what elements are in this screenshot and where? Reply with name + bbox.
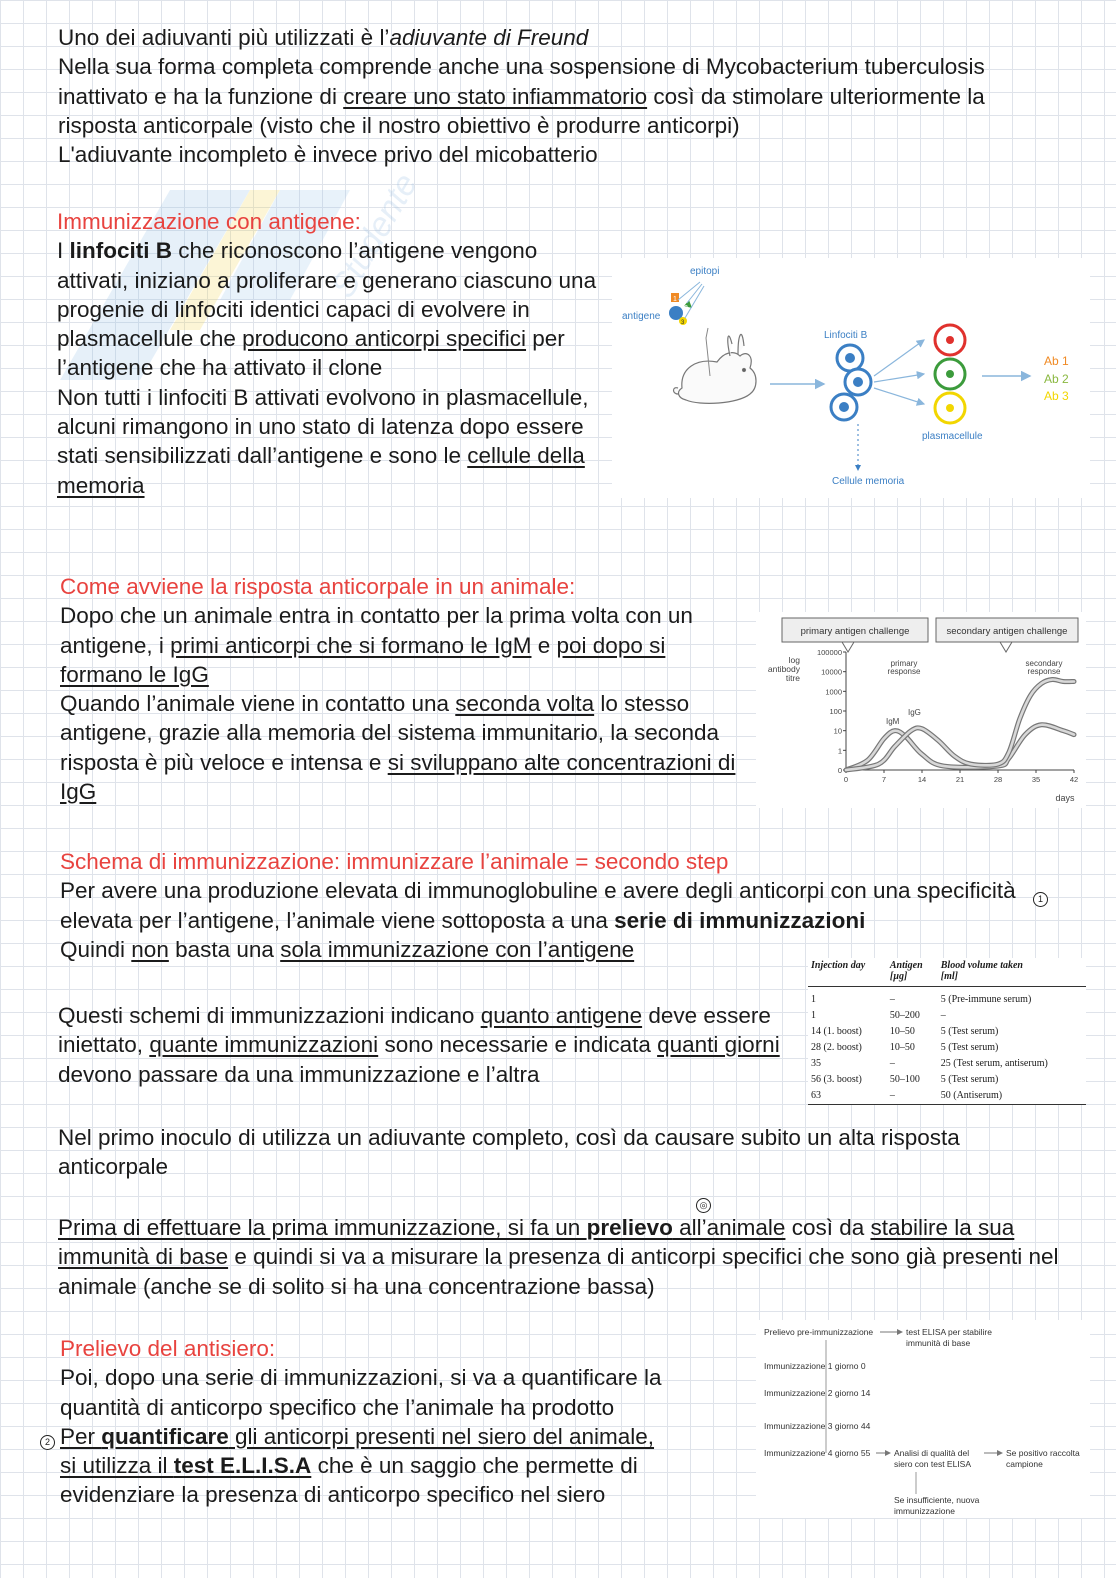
b-lymphocytes-label: Linfociti B xyxy=(824,330,868,341)
immunization-schedule-section xyxy=(60,847,1070,964)
flow-immunization-1: Immunizzazione 1 giorno 0 xyxy=(764,1361,866,1371)
x-tick-label: 21 xyxy=(955,775,965,784)
flow-quality-analysis-2: siero con test ELISA xyxy=(894,1459,972,1469)
freund-description: Nella sua forma completa comprende anche una sospensione di Mycobacterium tuberculosis inattivato e ha la funzione di creare uno stato infiammatorio così da stimolare ulteriormente la risposta anticorpale (visto che il nostro obiettivo è produrre anticorpi) xyxy=(58,54,985,138)
circled-number-1: 1 xyxy=(1033,892,1048,907)
flow-immunization-2: Immunizzazione 2 giorno 14 xyxy=(764,1388,871,1398)
series-paragraph: Per avere una produzione elevata di immunoglobuline e avere degli anticorpi con una specificità elevata per l’antigene, l’animale viene sottoposta a una serie di immunizzazioni xyxy=(60,878,1016,933)
circled-dot-marker: ◎ xyxy=(696,1198,711,1213)
elisa-paragraph: Per quantificare gli anticorpi presenti nel siero del animale, si utilizza il test E.L.I.S.A che è un saggio che permette di evidenziare la presenza di anticorpo specifico nel siero xyxy=(60,1423,655,1508)
flow-immunization-3: Immunizzazione 3 giorno 44 xyxy=(764,1421,871,1431)
y-axis-label-1: log xyxy=(788,655,800,665)
y-tick-label: 1000 xyxy=(825,687,842,697)
quantify-paragraph: Poi, dopo una serie di immunizzazioni, si va a quantificare la quantità di anticorpo specifico che l’animale ha prodotto xyxy=(60,1365,662,1420)
y-tick-label: 100000 xyxy=(816,648,842,657)
y-axis-label-3: titre xyxy=(785,673,800,683)
b-cell-diagram xyxy=(612,258,1090,498)
x-axis-label: days xyxy=(1055,793,1075,803)
secondary-challenge-label: secondary antigen challenge xyxy=(946,626,1068,637)
flow-insufficient-2: immunizzazione xyxy=(894,1506,955,1516)
table-row: 28 (2. boost) 10–50 5 (Test serum) xyxy=(811,1042,999,1053)
table-row: 63 – 50 (Antiserum) xyxy=(811,1090,1003,1101)
circled-number-2: 2 xyxy=(40,1435,55,1450)
y-tick-label: 0 xyxy=(837,766,842,775)
ab2-label: Ab 2 xyxy=(1044,372,1069,386)
x-tick-label: 14 xyxy=(917,775,927,784)
schedule-explanation: Questi schemi di immunizzazioni indicano quanto antigene deve essere iniettato, quante immunizzazioni sono necessarie e indicata quanti giorni devono passare da una immunizzazione e l’altra xyxy=(58,1003,780,1087)
immunization-schedule-table xyxy=(808,958,1086,1105)
epitopes-label: epitopi xyxy=(690,266,720,277)
sampling-flow-diagram xyxy=(756,1320,1090,1518)
table-row: 56 (3. boost) 50–100 5 (Test serum) xyxy=(811,1074,999,1085)
x-tick-label: 42 xyxy=(1069,775,1079,784)
b-lymphocyte-cells xyxy=(831,345,871,420)
antigen-label: antigene xyxy=(622,311,661,322)
y-tick-label: 100 xyxy=(829,707,842,716)
plasma-cells-label: plasmacellule xyxy=(922,431,983,442)
memory-cells-label: Cellule memoria xyxy=(832,476,905,487)
flow-immunization-4: Immunizzazione 4 giorno 55 xyxy=(764,1448,871,1458)
x-tick-label: 28 xyxy=(993,775,1003,784)
table-row: 35 – 25 (Test serum, antiserum) xyxy=(811,1058,1048,1069)
first-inoculum-paragraph: Nel primo inoculo di utilizza un adiuvante completo, così da causare subito un alta risposta anticorpale xyxy=(58,1125,960,1180)
flow-insufficient-1: Se insufficiente, nuova xyxy=(894,1495,980,1505)
table-row: 1 – 5 (Pre-immune serum) xyxy=(811,994,1032,1005)
flow-elisa-baseline-2: immunità di base xyxy=(906,1338,971,1348)
flow-positive-1: Se positivo raccolta xyxy=(1006,1448,1080,1458)
ab1-label: Ab 1 xyxy=(1044,354,1069,368)
rabbit-drawing xyxy=(674,334,757,403)
memory-cell-paragraph: Non tutti i linfociti B attivati evolvono in plasmacellule, alcuni rimangono in uno stato di latenza dopo essere stati sensibilizzati dall’antigene e sono le cellule della memoria xyxy=(57,384,589,498)
igm-label: IgM xyxy=(886,717,900,726)
ab3-label: Ab 3 xyxy=(1044,389,1069,403)
y-tick-label: 10 xyxy=(833,726,842,736)
plasma-cells xyxy=(935,325,965,423)
freund-intro: Uno dei adiuvanti più utilizzati è l’adiuvante di Freund xyxy=(58,25,589,50)
section-title: Immunizzazione con antigene: xyxy=(57,209,361,234)
svg-text:1: 1 xyxy=(673,296,677,303)
secondary-challenge-pointer xyxy=(1000,642,1012,652)
freund-adjuvant-section xyxy=(58,23,1068,169)
first-contact-paragraph: Dopo che un animale entra in contatto per la prima volta con un antigene, i primi anticorpi che si formano le IgM e poi dopo si formano le IgG xyxy=(60,603,693,687)
flow-pre-immunization: Prelievo pre-immunizzazione xyxy=(764,1327,874,1337)
y-axis-label-2: antibody xyxy=(767,664,800,674)
secondary-response-label-1: secondary xyxy=(1025,659,1063,668)
secondary-response-label-2: response xyxy=(1027,667,1061,676)
section-title: Prelievo del antisiero: xyxy=(60,1336,276,1361)
flow-positive-2: campione xyxy=(1006,1459,1043,1469)
not-single-paragraph: Quindi non basta una sola immunizzazione con l’antigene xyxy=(60,936,635,962)
primary-challenge-pointer xyxy=(842,642,854,652)
immunization-section xyxy=(57,207,613,500)
section-title: Come avviene la risposta anticorpale in un animale: xyxy=(60,574,576,599)
primary-response-label-1: primary xyxy=(890,659,918,668)
incomplete-adjuvant: L'adiuvante incompleto è invece privo del micobatterio xyxy=(58,142,598,168)
x-tick-label: 35 xyxy=(1031,775,1041,784)
x-tick-label: 7 xyxy=(881,775,887,784)
table-row: 14 (1. boost) 10–50 5 (Test serum) xyxy=(811,1026,999,1037)
flow-quality-analysis-1: Analisi di qualità del xyxy=(894,1448,970,1458)
antiserum-section xyxy=(60,1334,730,1510)
primary-challenge-label: primary antigen challenge xyxy=(800,626,910,637)
svg-text:3: 3 xyxy=(681,320,685,326)
antibody-response-section xyxy=(60,572,750,806)
second-contact-paragraph: Quando l’animale viene in contatto una seconda volta lo stesso antigene, grazie alla memoria del sistema immunitario, la seconda risposta è più veloce e intensa e si sviluppano alte concentrazioni di IgG xyxy=(60,691,736,805)
primary-response-label-2: response xyxy=(887,667,921,676)
y-tick-label: 10000 xyxy=(821,667,842,677)
table-row: 1 50–200 – xyxy=(811,1010,946,1021)
section-title: Schema di immunizzazione: immunizzare l’animale = secondo step xyxy=(60,849,729,874)
b-cell-paragraph: I linfociti B che riconoscono l’antigene vengono attivati, iniziano a proliferare e generano ciascuno una progenie di linfociti identici capaci di evolvere in plasmacellule che producono anticorpi specifici per l’antigene che ha attivato il clone xyxy=(57,238,597,381)
antibody-titre-chart xyxy=(756,612,1086,808)
table-header-row: Injection day Antigen [µg] Blood volume taken [ml] xyxy=(808,958,1086,987)
igg-label: IgG xyxy=(908,708,921,717)
baseline-sampling-paragraph: Prima di effettuare la prima immunizzazione, si fa un prelievo all’animale così da stabilire la sua immunità di base e quindi si va a misurare la presenza di anticorpi specifici che sono già presenti nel animale (anche se di solito si ha una concentrazione bassa) xyxy=(58,1215,1059,1299)
y-tick-label: 1 xyxy=(837,746,842,756)
svg-text:Studente: Studente xyxy=(324,167,425,304)
flow-elisa-baseline-1: test ELISA per stabilire xyxy=(906,1327,992,1337)
svg-text:2: 2 xyxy=(684,305,688,312)
x-tick-label: 0 xyxy=(843,775,849,784)
